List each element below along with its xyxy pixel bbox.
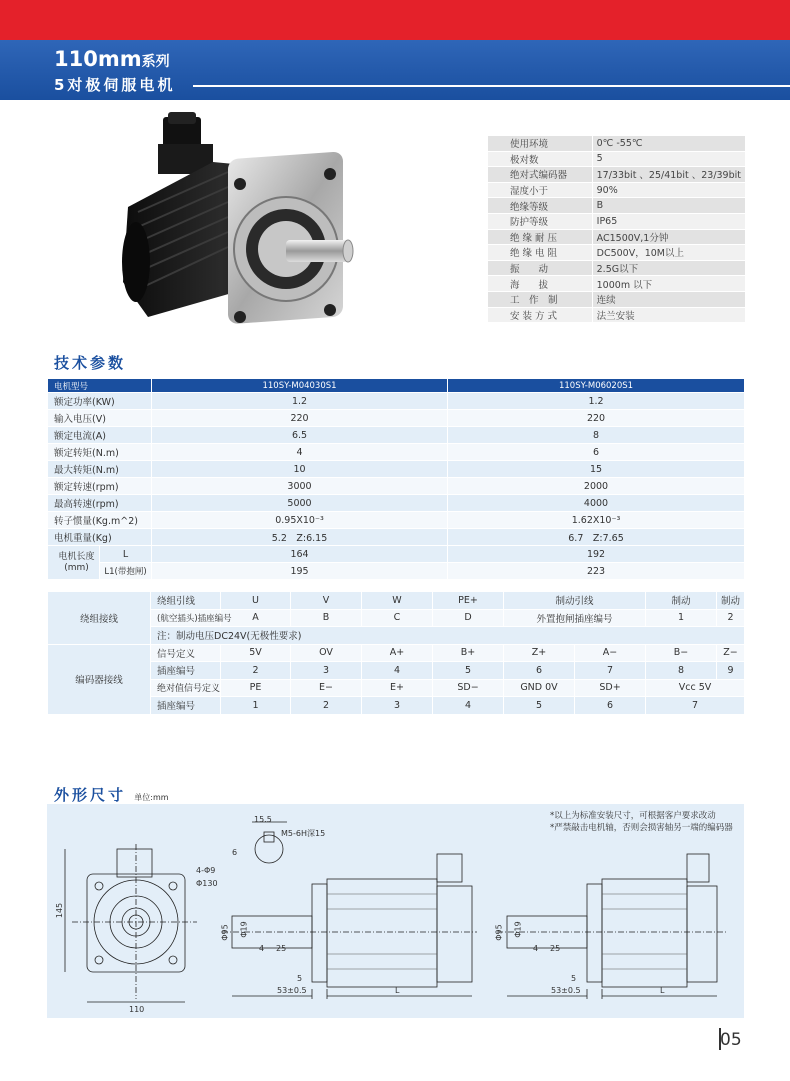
spec-value-m2: 220 xyxy=(448,410,745,427)
spec-label: 转子惯量(Kg.m^2) xyxy=(48,512,152,529)
env-row xyxy=(488,291,746,307)
dim-phi19: Φ19 xyxy=(239,921,249,938)
winding-group-label: 绕组接线 xyxy=(48,592,151,645)
env-key: 防护等级 xyxy=(488,213,593,229)
env-row xyxy=(488,307,746,323)
encoder-cell: E− xyxy=(291,679,362,697)
page-number: 05 xyxy=(720,1030,742,1050)
dim-145: 145 xyxy=(55,902,65,919)
length-sub-label: L xyxy=(100,546,152,563)
encoder-cell: Z− xyxy=(717,644,745,662)
env-value: 17/33bit 、25/41bit 、23/39bit xyxy=(592,167,745,183)
spec-header-row xyxy=(48,379,745,393)
servo-motor-image xyxy=(118,112,358,342)
env-value: IP65 xyxy=(592,213,745,229)
winding-cell: A xyxy=(221,609,291,627)
dim-53: 53±0.5 xyxy=(551,986,581,995)
spec-value-m2: 4000 xyxy=(448,495,745,512)
spec-row xyxy=(48,393,745,410)
series-subtitle: 5对极伺服电机 xyxy=(54,76,176,94)
winding-cell: B xyxy=(291,609,362,627)
env-value: 5 xyxy=(592,151,745,167)
env-value: 90% xyxy=(592,182,745,198)
env-row xyxy=(488,245,746,261)
dim-thread: M5-6H深15 xyxy=(281,829,326,838)
spec-row xyxy=(48,512,745,529)
spec-value-m1: 6.5 xyxy=(152,427,448,444)
dim-5: 5 xyxy=(571,974,577,983)
env-row xyxy=(488,182,746,198)
spec-value-m2: 1.2 xyxy=(448,393,745,410)
spec-value-m2: 1.62X10⁻³ xyxy=(448,512,745,529)
length-label: 电机长度 (mm) xyxy=(48,546,100,580)
dim-5: 5 xyxy=(297,974,303,983)
length-m2: 223 xyxy=(448,563,745,580)
drawing-note: *以上为标准安装尺寸，可根据客户要求改动 xyxy=(550,811,716,821)
encoder-cell: SD− xyxy=(433,679,504,697)
encoder-cell: Vcc 5V xyxy=(646,679,745,697)
encoder-cell: 4 xyxy=(433,697,504,715)
dimensions-title: 外形尺寸 单位:mm xyxy=(54,786,169,804)
spec-label: 额定电流(A) xyxy=(48,427,152,444)
env-key: 绝对式编码器 xyxy=(488,167,593,183)
spec-label: 额定转速(rpm) xyxy=(48,478,152,495)
encoder-cell: A− xyxy=(575,644,646,662)
env-row xyxy=(488,151,746,167)
env-value: 连续 xyxy=(592,291,745,307)
env-row xyxy=(488,276,746,292)
spec-header-label: 电机型号 xyxy=(48,379,152,393)
env-row xyxy=(488,213,746,229)
winding-cell: 制动 xyxy=(646,592,717,610)
dim-pcd: Φ130 xyxy=(196,879,218,888)
length-sub-label: L1(带抱闸) xyxy=(100,563,152,580)
encoder-cell: GND 0V xyxy=(504,679,575,697)
env-key: 海 拔 xyxy=(488,276,593,292)
env-row xyxy=(488,260,746,276)
encoder-cell: 5 xyxy=(504,697,575,715)
env-value: B xyxy=(592,198,745,214)
dim-hole: 4-Φ9 xyxy=(196,866,216,875)
winding-cell: 绕组引线 xyxy=(151,592,221,610)
env-key: 绝 缘 电 阻 xyxy=(488,245,593,261)
winding-cell: C xyxy=(362,609,433,627)
env-row xyxy=(488,167,746,183)
encoder-cell: 9 xyxy=(717,662,745,680)
env-key: 安 装 方 式 xyxy=(488,307,593,323)
env-key: 工 作 制 xyxy=(488,291,593,307)
dim-key: 15.5 xyxy=(254,815,272,824)
spec-label: 最高转速(rpm) xyxy=(48,495,152,512)
brake-note: 注：制动电压DC24V(无极性要求) xyxy=(151,627,745,645)
encoder-cell: 4 xyxy=(362,662,433,680)
encoder-cell: OV xyxy=(291,644,362,662)
winding-cell: V xyxy=(291,592,362,610)
winding-cell: U xyxy=(221,592,291,610)
spec-value-m1: 4 xyxy=(152,444,448,461)
winding-cell: W xyxy=(362,592,433,610)
winding-cell: 制动 xyxy=(717,592,745,610)
winding-cell: 1 xyxy=(646,609,717,627)
length-m1: 164 xyxy=(152,546,448,563)
winding-cell: 外置抱闸插座编号 xyxy=(504,609,646,627)
env-value: DC500V，10M以上 xyxy=(592,245,745,261)
spec-label: 最大转矩(N.m) xyxy=(48,461,152,478)
encoder-cell: 1 xyxy=(221,697,291,715)
env-key: 绝缘等级 xyxy=(488,198,593,214)
spec-value-m1: 5.2 Z:6.15 xyxy=(152,529,448,546)
encoder-cell: 6 xyxy=(504,662,575,680)
dim-25: 25 xyxy=(276,944,287,953)
winding-cell: D xyxy=(433,609,504,627)
encoder-cell: 插座编号 xyxy=(151,697,221,715)
series-title: 110mm系列 xyxy=(54,47,170,71)
length-m2: 192 xyxy=(448,546,745,563)
spec-row xyxy=(48,478,745,495)
env-key: 绝 缘 耐 压 xyxy=(488,229,593,245)
spec-row xyxy=(48,410,745,427)
spec-row xyxy=(48,495,745,512)
spec-table xyxy=(47,378,745,580)
env-value: 2.5G以下 xyxy=(592,260,745,276)
dim-key-width: 6 xyxy=(232,848,238,857)
encoder-cell: 信号定义 xyxy=(151,644,221,662)
drawing-note: *严禁敲击电机轴，否则会损害轴另一端的编码器 xyxy=(550,823,733,833)
encoder-cell: A+ xyxy=(362,644,433,662)
env-key: 振 动 xyxy=(488,260,593,276)
spec-value-m1: 5000 xyxy=(152,495,448,512)
spec-value-m1: 220 xyxy=(152,410,448,427)
encoder-cell: 2 xyxy=(291,697,362,715)
spec-value-m2: 6 xyxy=(448,444,745,461)
encoder-cell: 绝对值信号定义 xyxy=(151,679,221,697)
spec-value-m2: 15 xyxy=(448,461,745,478)
winding-cell: 制动引线 xyxy=(504,592,646,610)
dim-L: L xyxy=(660,986,665,995)
dim-4: 4 xyxy=(533,944,539,953)
length-m1: 195 xyxy=(152,563,448,580)
env-key: 湿度小于 xyxy=(488,182,593,198)
spec-label: 额定功率(KW) xyxy=(48,393,152,410)
spec-row xyxy=(48,529,745,546)
env-value: AC1500V,1分钟 xyxy=(592,229,745,245)
env-value: 1000m 以下 xyxy=(592,276,745,292)
spec-value-m1: 0.95X10⁻³ xyxy=(152,512,448,529)
env-value: 法兰安装 xyxy=(592,307,745,323)
env-key: 使用环境 xyxy=(488,136,593,152)
env-row xyxy=(488,198,746,214)
encoder-cell: SD+ xyxy=(575,679,646,697)
encoder-cell: 6 xyxy=(575,697,646,715)
encoder-cell: 5 xyxy=(433,662,504,680)
spec-value-m2: 2000 xyxy=(448,478,745,495)
env-spec-table xyxy=(487,135,746,323)
winding-cell: PE+ xyxy=(433,592,504,610)
top-red-band xyxy=(0,0,790,40)
dim-53: 53±0.5 xyxy=(277,986,307,995)
env-row xyxy=(488,136,746,152)
encoder-cell: 3 xyxy=(362,697,433,715)
winding-cell: (航空插头)插座编号 xyxy=(151,609,221,627)
encoder-cell: 5V xyxy=(221,644,291,662)
encoder-cell: 2 xyxy=(221,662,291,680)
encoder-cell: E+ xyxy=(362,679,433,697)
spec-row xyxy=(48,563,745,580)
dim-phi19: Φ19 xyxy=(513,921,523,938)
encoder-group-label: 编码器接线 xyxy=(48,644,151,714)
winding-cell: 2 xyxy=(717,609,745,627)
dim-110: 110 xyxy=(129,1005,145,1014)
encoder-cell: PE xyxy=(221,679,291,697)
model-1-name: 110SY-M04030S1 xyxy=(152,379,448,393)
tech-params-title: 技术参数 xyxy=(54,354,127,372)
header-rule xyxy=(193,85,790,87)
dim-phi95: Φ95 xyxy=(220,924,230,941)
spec-value-m1: 1.2 xyxy=(152,393,448,410)
spec-value-m1: 10 xyxy=(152,461,448,478)
encoder-cell: 7 xyxy=(646,697,745,715)
encoder-cell: Z+ xyxy=(504,644,575,662)
encoder-cell: 插座编号 xyxy=(151,662,221,680)
spec-row xyxy=(48,444,745,461)
spec-value-m2: 6.7 Z:7.65 xyxy=(448,529,745,546)
encoder-cell: 7 xyxy=(575,662,646,680)
spec-row xyxy=(48,427,745,444)
wiring-table xyxy=(47,591,745,715)
dim-25: 25 xyxy=(550,944,561,953)
env-key: 极对数 xyxy=(488,151,593,167)
spec-row xyxy=(48,461,745,478)
dim-phi95: Φ95 xyxy=(494,924,504,941)
encoder-cell: 3 xyxy=(291,662,362,680)
encoder-cell: B− xyxy=(646,644,717,662)
env-row xyxy=(488,229,746,245)
spec-value-m1: 3000 xyxy=(152,478,448,495)
spec-label: 输入电压(V) xyxy=(48,410,152,427)
dim-4: 4 xyxy=(259,944,265,953)
encoder-cell: 8 xyxy=(646,662,717,680)
spec-label: 电机重量(Kg) xyxy=(48,529,152,546)
spec-row xyxy=(48,546,745,563)
spec-label: 额定转矩(N.m) xyxy=(48,444,152,461)
encoder-cell: B+ xyxy=(433,644,504,662)
env-value: 0℃ -55℃ xyxy=(592,136,745,152)
spec-value-m2: 8 xyxy=(448,427,745,444)
dim-L: L xyxy=(395,986,400,995)
model-2-name: 110SY-M06020S1 xyxy=(448,379,745,393)
